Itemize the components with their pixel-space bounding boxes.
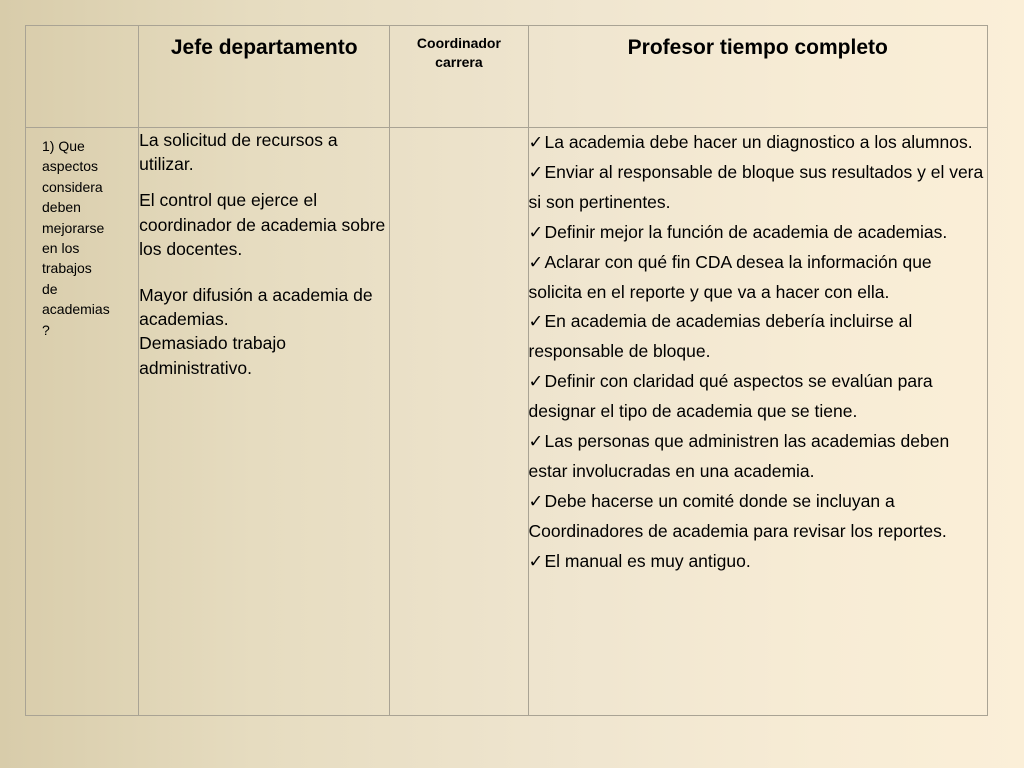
- profesor-response-cell: [528, 128, 988, 716]
- profesor-list-item: [529, 218, 988, 248]
- survey-table: [25, 25, 988, 716]
- checkmark-icon: ✓: [528, 431, 544, 452]
- header-profesor-tiempo-completo: [528, 26, 988, 128]
- question-line: 1) Que: [42, 138, 85, 154]
- header-profesor-label: Profesor tiempo completo: [627, 36, 888, 59]
- question-line: considera: [42, 178, 103, 195]
- header-coordinador-carrera: [390, 26, 528, 128]
- header-coordinador-line2: carrera: [435, 54, 483, 70]
- checkmark-icon: ✓: [528, 371, 544, 392]
- header-coordinador-line1: Coordinador: [416, 35, 501, 51]
- profesor-list-item: [529, 248, 988, 308]
- checkmark-icon: ✓: [528, 490, 544, 511]
- question-line: de: [42, 280, 58, 297]
- question-line: academias: [42, 301, 110, 318]
- jefe-paragraph: El control que ejerce el coordinador de academia sobre los docentes.: [139, 190, 386, 259]
- checkmark-icon: ✓: [528, 311, 544, 332]
- header-row: [26, 26, 988, 128]
- profesor-list-item: [529, 367, 988, 427]
- question-line: trabajos: [42, 260, 92, 277]
- jefe-paragraph: Mayor difusión a academia de academias.: [139, 285, 373, 330]
- question-line: mejorarse: [42, 219, 105, 236]
- profesor-list-item: [529, 427, 988, 487]
- question-line: deben: [42, 199, 81, 216]
- profesor-item-text: Enviar al responsable de bloque sus resultados y el vera si son pertinentes.: [528, 161, 984, 212]
- profesor-item-text: Definir con claridad qué aspectos se evalúan para designar el tipo de academia que se tiene.: [528, 371, 933, 422]
- profesor-item-text: Aclarar con qué fin CDA desea la información que solicita en el reporte y que va a hacer con ella.: [528, 251, 932, 302]
- profesor-list-item: [529, 128, 988, 158]
- header-coordinador-label: [390, 26, 527, 72]
- profesor-item-text: La academia debe hacer un diagnostico a los alumnos.: [544, 132, 973, 152]
- profesor-item-text: Definir mejor la función de academia de academias.: [544, 221, 948, 242]
- profesor-list-item: [529, 158, 988, 218]
- header-jefe-departamento: [139, 26, 390, 128]
- profesor-list-item: [529, 547, 988, 577]
- jefe-response-cell: [139, 128, 390, 716]
- checkmark-icon: ✓: [528, 251, 544, 272]
- profesor-item-text: El manual es muy antiguo.: [544, 550, 751, 571]
- coordinador-response-cell: [390, 128, 528, 716]
- question-line: ?: [42, 321, 50, 338]
- header-question-cell: [26, 26, 139, 128]
- profesor-item-text: En academia de academias debería incluirse al responsable de bloque.: [528, 311, 913, 362]
- profesor-item-text: Las personas que administren las academias deben estar involucradas en una academia.: [528, 431, 950, 481]
- question-line: aspectos: [42, 158, 99, 175]
- question-text: [26, 128, 138, 340]
- response-row: [26, 128, 988, 716]
- question-line: en los: [42, 240, 80, 257]
- profesor-list-item: [529, 487, 988, 547]
- header-jefe-label: Jefe departamento: [170, 36, 358, 59]
- question-cell: [26, 128, 139, 716]
- checkmark-icon: ✓: [528, 132, 544, 152]
- profesor-list-item: [529, 307, 988, 367]
- profesor-item-text: Debe hacerse un comité donde se incluyan a Coordinadores de academia para revisar los reportes.: [528, 490, 947, 541]
- checkmark-icon: ✓: [528, 221, 544, 242]
- jefe-paragraph: La solicitud de recursos a utilizar.: [139, 130, 338, 175]
- checkmark-icon: ✓: [528, 550, 544, 571]
- jefe-paragraph: Demasiado trabajo administrativo.: [139, 333, 286, 378]
- checkmark-icon: ✓: [528, 161, 544, 182]
